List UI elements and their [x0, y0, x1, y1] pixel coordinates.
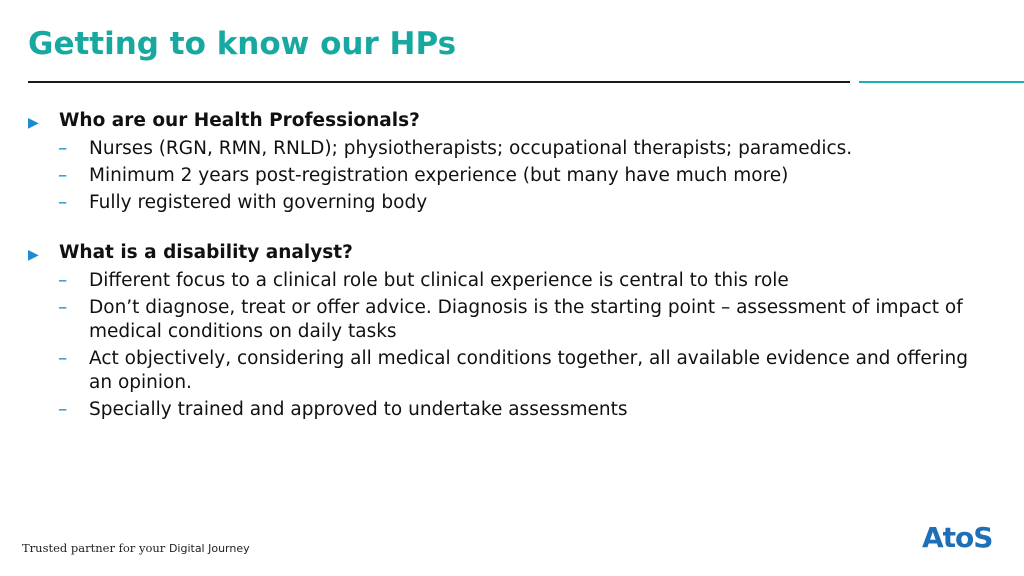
dash-bullet-icon: – [58, 165, 68, 186]
section-health-professionals [28, 108, 988, 215]
list-item [28, 269, 988, 293]
slide-title: Getting to know our HPs [28, 26, 457, 62]
list-item-text: Act objectively, considering all medical conditions together, all available evidence and offering an opinion. [89, 348, 968, 393]
list-item [28, 347, 988, 395]
footer-tagline [22, 541, 250, 555]
list-item-text: Nurses (RGN, RMN, RNLD); physiotherapists; occupational therapists; paramedics. [89, 138, 853, 159]
list-item [28, 137, 988, 161]
title-divider [28, 81, 850, 83]
section-heading-text: What is a disability analyst? [59, 242, 353, 263]
list-item [28, 164, 988, 188]
right-triangle-bullet-icon: ▶ [28, 247, 39, 263]
dash-bullet-icon: – [58, 192, 68, 213]
list-item-text: Fully registered with governing body [89, 192, 428, 213]
tagline-emphasis: Digital Journey [168, 542, 250, 555]
section-disability-analyst [28, 240, 988, 422]
tagline-prefix: Trusted partner for your [22, 541, 169, 555]
dash-bullet-icon: – [58, 399, 68, 420]
list-item [28, 296, 988, 344]
list-item [28, 191, 988, 215]
list-item-text: Different focus to a clinical role but clinical experience is central to this role [89, 270, 789, 291]
right-triangle-bullet-icon: ▶ [28, 115, 39, 131]
atos-logo: AtoS [922, 521, 993, 554]
dash-bullet-icon: – [58, 270, 68, 291]
list-item-text: Specially trained and approved to undertake assessments [89, 399, 628, 420]
bullet-list [28, 137, 988, 215]
dash-bullet-icon: – [58, 348, 68, 369]
slide-body [28, 108, 988, 447]
section-heading [28, 240, 988, 266]
list-item [28, 398, 988, 422]
bullet-list [28, 269, 988, 422]
dash-bullet-icon: – [58, 138, 68, 159]
dash-bullet-icon: – [58, 297, 68, 318]
title-divider-accent [859, 81, 1024, 83]
list-item-text: Don’t diagnose, treat or offer advice. Diagnosis is the starting point – assessment of impact of medical conditions on daily tasks [89, 297, 963, 342]
list-item-text: Minimum 2 years post-registration experience (but many have much more) [89, 165, 789, 186]
section-heading-text: Who are our Health Professionals? [59, 110, 420, 131]
section-heading [28, 108, 988, 134]
